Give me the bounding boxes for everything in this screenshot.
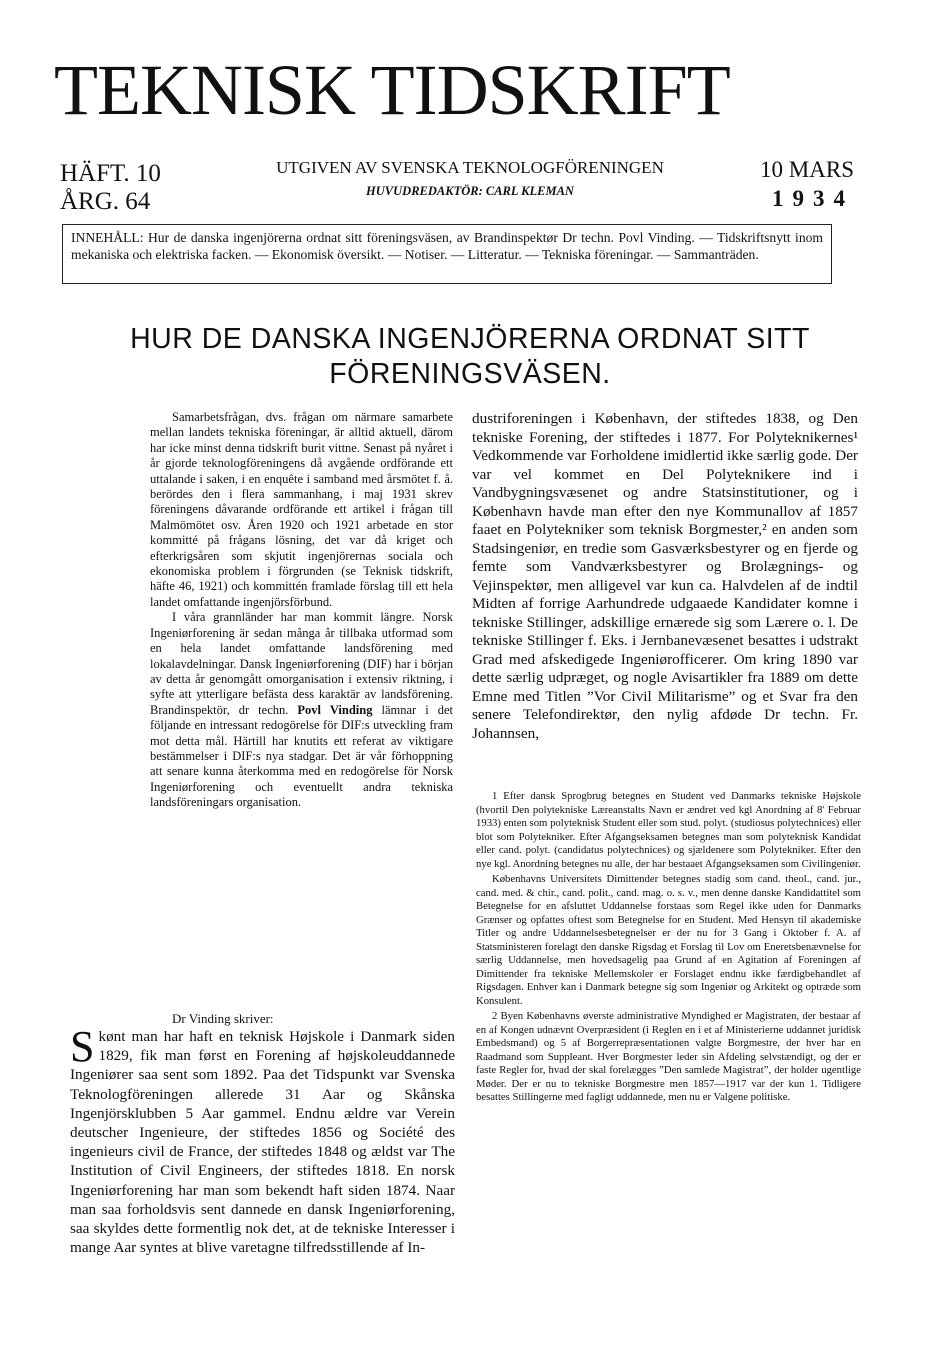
publisher-block — [240, 158, 700, 199]
article-body-left — [70, 1022, 455, 1257]
issue-number: HÄFT. 10 — [60, 160, 161, 187]
intro-p2-after: lämnar i det följande en intressant redogörelse för DIF:s utveckling fram mot detta mål. Härtill har knutits ett referat av viktigare bestämmelser i DIF:s nya stadgar. Det är vår förhoppning att senare kunna återkomma med en redogörelse för Norsk Ingeniørforening och eventuellt andra tekniska landsföreningars organisation. — [150, 702, 454, 810]
article-headline — [100, 322, 840, 392]
footnote-2: 2 Byen Københavns øverste administrative Myndighed er Magistraten, der bestaar af en af Kongen udnævnt Overpræsident (i Reglen en i et af Ministerierne uddannet juridisk Embedsmand) og 5 af Borgerrepræsentationen valgte Borgmestre, der hver har en Raadmand som Suppleant. Hver Borgmester leder sin Afdeling selvstændigt, og der er faste Regler for, hvad der skal forelægges ”Den samlede Magistrat”, der holder ugentlige Møder. Der er nu to tekniske Borgmestre men 1857—1917 var der kun 1. Tidligere besattes Stillingerne med fagligt uddannede, men nu er Valgene politiske. — [476, 1010, 861, 1103]
article-body-right: dustriforeningen i København, der stiftedes 1838, og Den tekniske Forening, der stiftedes i 1877. For Polyteknikernes¹ Vedkommende var Forholdene imidlertid ikke særlig gode. Der var vel kommet en Del Polyteknikere ind i Vandbygningsvæsenet og andre Statsinstitutioner, og i København havde man efter den nye Kommunallov af 1857 faaet en Polytekniker som teknisk Borgmester,² en anden som Stadsingeniør, en tredie som Gasværksbestyrer og en fjerde og femte som Vandværksbestyrer og Brolægnings- og Vejinspektør, men alligevel var kun ca. Halvdelen af de indtil Midten af forrige Aarhundrede udgaaede Kandidater komne i tekniske Stillinger, adskillige ernærede sig som Lærere o. l. De tekniske Stillinger f. Eks. i Jernbanevæsenet besattes i udstrakt Grad med afskedigede Ingeniørofficerer. Om kring 1890 var dette særlig udpræget, og nogle Avisartikler fra 1889 om dette Emne med Titlen ”Vor Civil Militarisme” og et Svar fra den senere Telefondirektør, den nylig afdøde Dr techn. Fr. Johannsen, — [472, 410, 858, 742]
headline-line-2: FÖRENINGSVÄSEN. — [329, 358, 611, 390]
masthead-title: TEKNISK TIDSKRIFT — [54, 50, 730, 130]
publisher-line: UTGIVEN AV SVENSKA TEKNOLOGFÖRENINGEN — [276, 158, 664, 177]
intro-paragraph-2 — [150, 610, 453, 810]
intro-p2-before: I våra grannländer har man kommit längre. Norsk Ingeniørforening är sedan många år tillbaka utformad som en hela landet omfattande landsförening med lokalavdelningar. Dansk Ingeniørforening (DIF) har i början av detta år genomgått omorganisation i extensiv riktning, i syfte att ytterligare befästa dess karaktär av landsförening. Brandinspektör, dr techn. — [150, 610, 453, 717]
author-name: Povl Vinding — [297, 702, 373, 717]
intro-paragraph-1: Samarbetsfrågan, dvs. frågan om närmare samarbete mellan landets tekniska föreningar, är alltid aktuell, därom har icke minst denna tidskrift burit vittne. Senast på nyåret i år gjorde teknologföreningens då avgående ordförande ett uttalande i saken, i en enquête i samband med årsmötet f. å. berördes den i flera sammanhang, i maj 1931 skrev föreningens dåvarande ordförande ett artikel i frågan till Malmömötet osv. Åren 1920 och 1921 arbetade en stor kommitté på frågans lösning, det var då kriget och efterkrigsåren som skjutit ingenjörernas sociala och ekonomiska problem i förgrunden (se Teknisk tidskrift, häfte 46, 1921) och kommittén framlade förslag till ett hela landet omfattande ingenjörsförbund. — [150, 410, 453, 609]
headline-line-1: HUR DE DANSKA INGENJÖRERNA ORDNAT SITT — [130, 323, 810, 355]
volume-number: ÅRG. 64 — [60, 188, 151, 215]
footnote-1b: Københavns Universitets Dimittender betegnes stadig som cand. theol., cand. jur., cand. med. & chir., cand. polit., cand. mag. o. s. v., men denne danske Kandidattitel som Betegnelse for en afsluttet Uddannelse forstaas som Regel ikke uden for Danmarks Grænser og opfattes oftest som Betegnelse for en Student. Med Hensyn til akademiske Titler og andre Uddannelsesbetegnelser er der nu for 3 Gang i Oktober f. A. af Statsministeren forelagt den danske Rigsdag et Forslag til Lov om Eneretsbenævnelse for særlig Uddannelse, men hovedsagelig paa Grund af en Agitation af Foreningen af Dimittender fra tekniske Mellemskoler er Forslaget endnu ikke færdigbehandlet af Rigsdagen. Enhver kan i Danmark betegne sig som Ingeniør og Arkitekt og optræde som Konsulent. — [476, 873, 861, 1007]
editorial-intro — [150, 410, 453, 811]
issue-left-meta — [60, 160, 161, 216]
drop-cap: S — [70, 1022, 95, 1071]
editor-line: HUVUDREDAKTÖR: CARL KLEMAN — [366, 184, 574, 198]
author-intro-line: Dr Vinding skriver: — [172, 1011, 274, 1026]
issue-date: 10 MARS — [760, 157, 854, 182]
issue-date-block — [760, 155, 854, 213]
issue-year: 1934 — [772, 186, 854, 211]
footnotes — [476, 790, 861, 1107]
contents-box: INNEHÅLL: Hur de danska ingenjörerna ordnat sitt föreningsväsen, av Brandinspektør Dr techn. Povl Vinding. — Tidskriftsnytt inom mekaniska och elektriska facken. — Ekonomisk översikt. — Notiser. — Litteratur. — Tekniska föreningar. — Sammanträden. — [62, 224, 832, 284]
body-left-text: kønt man har haft en teknisk Højskole i Danmark siden 1829, fik man først en Forening af højskoleuddannede Ingeniører saa sent som 1892. Paa det Tidspunkt var Svenska Teknologföreningen allerede 31 Aar og Skånska Ingenjörsklubben 5 Aar gammel. Endnu ældre var Verein deutscher Ingenieure, der stiftedes 1856 og Société des ingenieurs civil de France, der stiftedes 1848 og ældst var The Institution of Civil Engineers, der stiftedes 1818. En norsk Ingeniørforening har man som bekendt haft siden 1874. Naar man saa forholdsvis sent dannede en dansk Ingeniørforening, saa skyldes dette formentlig nok det, at de tekniske Interesser i mange Aar syntes at blive varetagne tilfredsstillende af In- — [70, 1028, 455, 1257]
footnote-1a: 1 Efter dansk Sprogbrug betegnes en Student ved Danmarks tekniske Højskole (hvortil Den polytekniske Læreanstalts Navn er ændret ved kgl Anordning af 8' Februar 1933) enten som polyteknisk Student eller som stud. polyt. (studiosus polytechnices) eller blot som Polytekniker. Efter Afgangseksamen betegnes man som polyteknisk Kandidat eller cand. polyt. (candidatus polytechnices) og sjældenere som Polytekniker. Efter den nye kgl. Anordning betegnes nu alle, der har bestaaet Afgangseksamen som Civilingeniør. — [476, 790, 861, 870]
